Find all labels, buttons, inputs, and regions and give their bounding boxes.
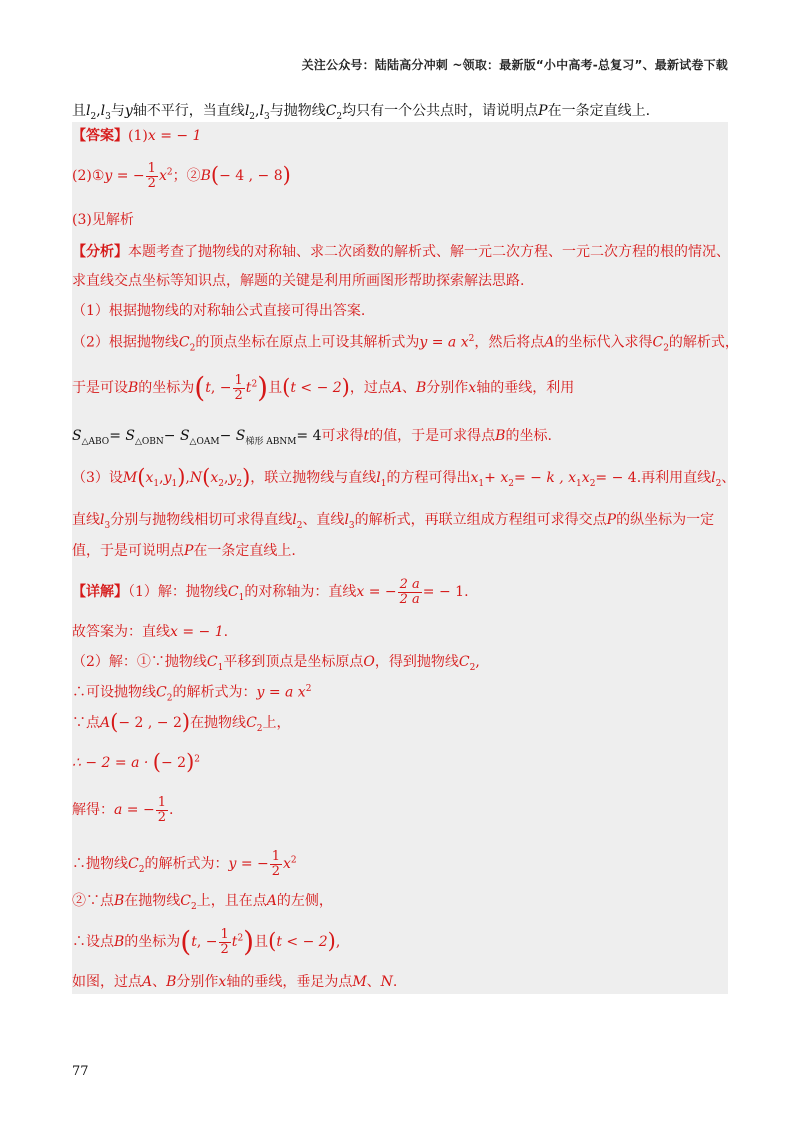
- detail-line-7: 解得：a = − $\frac{1}{2}$ .: [72, 795, 174, 825]
- detail-line-8: ∴抛物线$C_2$的解析式为：y = − $\frac{1}{2}$ $x^2$: [72, 849, 297, 879]
- analysis-line-7: （3）设$M(x_1,y_1),N(x_2,y_2)$，联立抛物线与直线$l_1$的方程可得出$x_1+ x_2= - k$ , $x_1x_2= - 4$.再利用直线$l_2$、: [72, 465, 736, 489]
- detail-line-6: ∴ − 2 = a · (− 2)$^2$: [72, 750, 201, 774]
- analysis-line-1: 【分析】本题考查了抛物线的对称轴、求二次函数的解析式、解一元二次方程、一元二次方程的根的情况、: [72, 244, 730, 260]
- analysis-line-9: 值，于是可说明点P在一条定直线上.: [72, 543, 296, 559]
- page-number: 77: [72, 1064, 89, 1079]
- analysis-line-4: （2）根据抛物线$C_2$的顶点坐标在原点上可设其解析式为y = a $x^2$，然后将点A的坐标代入求得$C_2$的解析式，: [72, 334, 739, 354]
- detail-line-9: ②∵点B在抛物线$C_2$上，且在点A的左侧，: [72, 893, 333, 912]
- analysis-line-6: $S_{\triangle ABO}= S_{\triangle OBN}- S_{\triangle OAM}- S_{梯形 ABNM}= 4$可求得t的值，于是可求得点B的坐标.: [72, 428, 552, 447]
- answer-line-1: 【答案】(1)x = − 1: [72, 128, 202, 144]
- problem-continuation: 且$l_2,l_3$与y轴不平行，当直线$l_2,l_3$与抛物线$C_2$均只有一个公共点时，请说明点P在一条定直线上.: [72, 103, 651, 122]
- analysis-line-8: 直线$l_3$分别与抛物线相切可求得直线$l_2$、直线$l_3$的解析式，再联立组成方程组可求得交点P的纵坐标为一定: [72, 512, 715, 531]
- detail-line-5: ∵点A(− 2 , − 2)在抛物线$C_2$上，: [72, 710, 291, 734]
- detail-line-4: ∴可设抛物线$C_2$的解析式为：y = a $x^2$: [72, 684, 312, 704]
- analysis-line-3: （1）根据抛物线的对称轴公式直接可得出答案.: [72, 303, 366, 319]
- detail-line-3: （2）解：①∵抛物线$C_1$平移到顶点是坐标原点O，得到抛物线$C_2$,: [72, 654, 480, 673]
- detail-line-11: 如图，过点A、B分别作x轴的垂线，垂足为点M、N.: [72, 974, 398, 990]
- page-header: 关注公众号：陆陆高分冲刺 ~领取：最新版“小中高考-总复习”、最新试卷下载: [301, 58, 728, 72]
- analysis-line-2: 求直线交点坐标等知识点，解题的关键是利用所画图形帮助探索解法思路.: [72, 273, 525, 289]
- analysis-line-5: 于是可设B的坐标为(t, − $\frac{1}{2}$ $t^2$)且(t < − 2)，过点A、B分别作x轴的垂线，利用: [72, 371, 575, 405]
- answer-line-2: (2)①y = − $\frac{1}{2}$ $x^2$；②B(− 4 , − 8): [72, 161, 291, 191]
- detail-line-2: 故答案为：直线x = − 1.: [72, 624, 229, 640]
- detail-line-1: 【详解】（1）解：抛物线$C_1$的对称轴为：直线x = − $\frac{2 a}{2 a}$ = − 1.: [72, 577, 469, 607]
- answer-line-3: (3)见解析: [72, 212, 134, 228]
- detail-line-10: ∴设点B的坐标为(t, − $\frac{1}{2}$ $t^2$)且(t < − 2),: [72, 925, 341, 959]
